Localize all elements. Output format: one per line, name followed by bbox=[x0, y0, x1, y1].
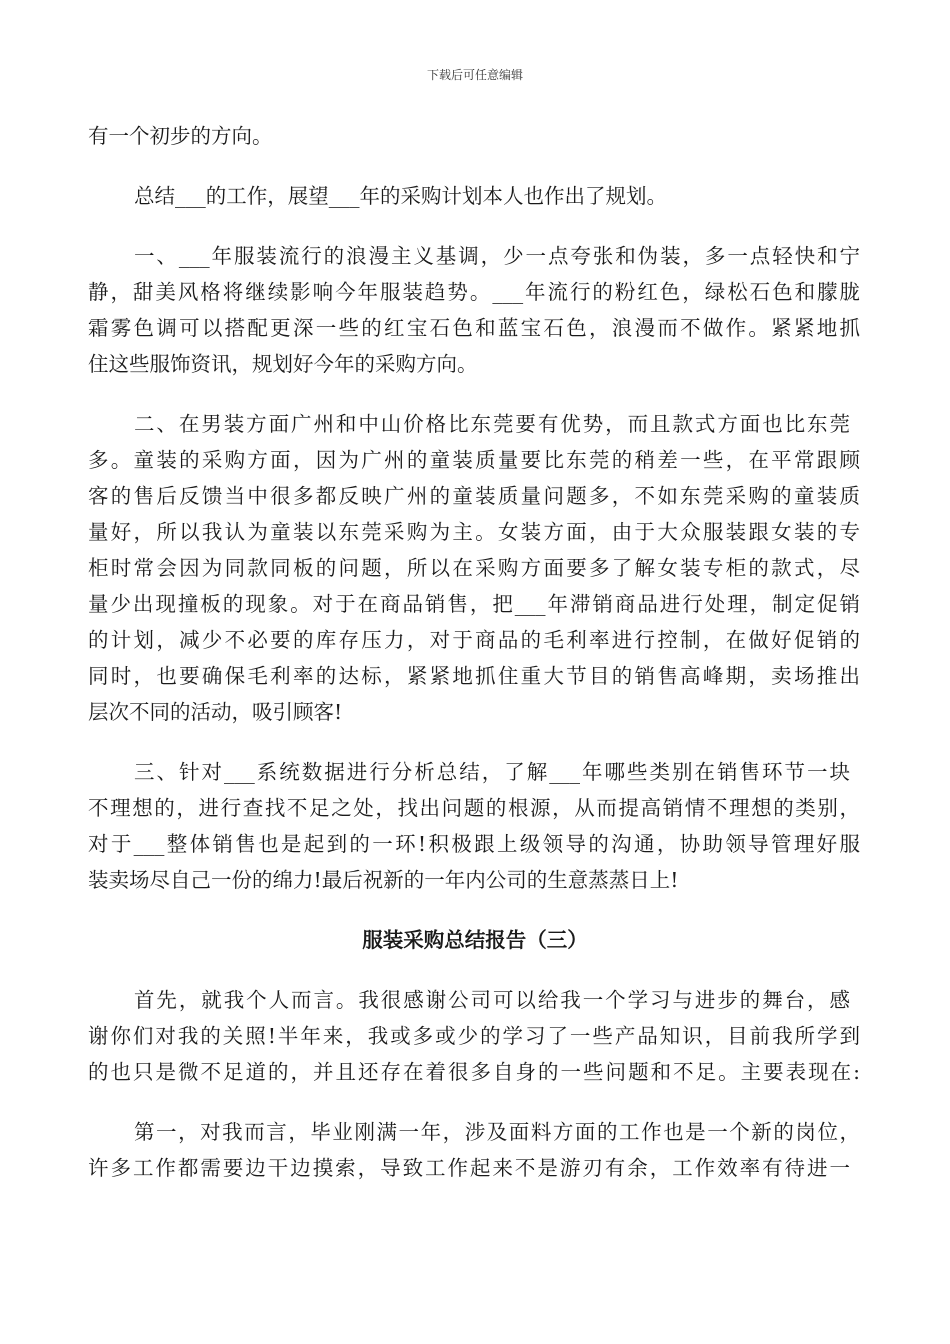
text-line: 装卖场尽自己一份的绵力!最后祝新的一年内公司的生意蒸蒸日上! bbox=[88, 868, 679, 892]
text-line: 对于___整体销售也是起到的一环!积极跟上级领导的沟通，协助领导管理好服 bbox=[88, 832, 860, 856]
section-title: 服装采购总结报告（三） bbox=[362, 928, 588, 952]
text-line: 层次不同的活动，吸引顾客! bbox=[88, 700, 343, 724]
text-line: 的计划，减少不必要的库存压力，对于商品的毛利率进行控制，在做好促销的 bbox=[88, 628, 860, 652]
text-line: 住这些服饰资讯，规划好今年的采购方向。 bbox=[88, 352, 478, 376]
paragraph-first-line: 二、在男装方面广州和中山价格比东莞要有优势，而且款式方面也比东莞 bbox=[134, 412, 850, 436]
text-line: 客的售后反馈当中很多都反映广州的童装质量问题多，不如东莞采购的童装质 bbox=[88, 484, 860, 508]
text-line: 量少出现撞板的现象。对于在商品销售，把___年滞销商品进行处理，制定促销 bbox=[88, 592, 860, 616]
text-line: 的也只是微不足道的，并且还存在着很多自身的一些问题和不足。主要表现在: bbox=[88, 1060, 860, 1084]
paragraph-first-line: 总结___的工作，展望___年的采购计划本人也作出了规划。 bbox=[134, 184, 667, 208]
text-line: 多。童装的采购方面，因为广州的童装质量要比东莞的稍差一些，在平常跟顾 bbox=[88, 448, 860, 472]
paragraph-first-line: 三、针对___系统数据进行分析总结，了解___年哪些类别在销售环节一块 bbox=[134, 760, 850, 784]
text-line: 许多工作都需要边干边摸索，导致工作起来不是游刃有余，工作效率有待进一 bbox=[88, 1156, 850, 1180]
text-line: 同时，也要确保毛利率的达标，紧紧地抓住重大节目的销售高峰期，卖场推出 bbox=[88, 664, 860, 688]
text-line: 不理想的，进行查找不足之处，找出问题的根源，从而提高销情不理想的类别， bbox=[88, 796, 860, 820]
text-line: 有一个初步的方向。 bbox=[88, 124, 273, 148]
text-line: 谢你们对我的关照!半年来，我或多或少的学习了一些产品知识，目前我所学到 bbox=[88, 1024, 860, 1048]
paragraph-first-line: 第一，对我而言，毕业刚满一年，涉及面料方面的工作也是一个新的岗位， bbox=[134, 1120, 860, 1144]
paragraph-first-line: 首先，就我个人而言。我很感谢公司可以给我一个学习与进步的舞台，感 bbox=[134, 988, 850, 1012]
text-line: 量好，所以我认为童装以东莞采购为主。女装方面，由于大众服装跟女装的专 bbox=[88, 520, 860, 544]
page-header: 下载后可任意编辑 bbox=[426, 68, 523, 82]
text-line: 静，甜美风格将继续影响今年服装趋势。___年流行的粉红色，绿松石色和朦胧 bbox=[88, 280, 860, 304]
paragraph-first-line: 一、___年服装流行的浪漫主义基调，少一点夸张和伪装，多一点轻快和宁 bbox=[134, 244, 860, 268]
text-line: 柜时常会因为同款同板的问题，所以在采购方面要多了解女装专柜的款式，尽 bbox=[88, 556, 860, 580]
text-line: 霜雾色调可以搭配更深一些的红宝石色和蓝宝石色，浪漫而不做作。紧紧地抓 bbox=[88, 316, 860, 340]
